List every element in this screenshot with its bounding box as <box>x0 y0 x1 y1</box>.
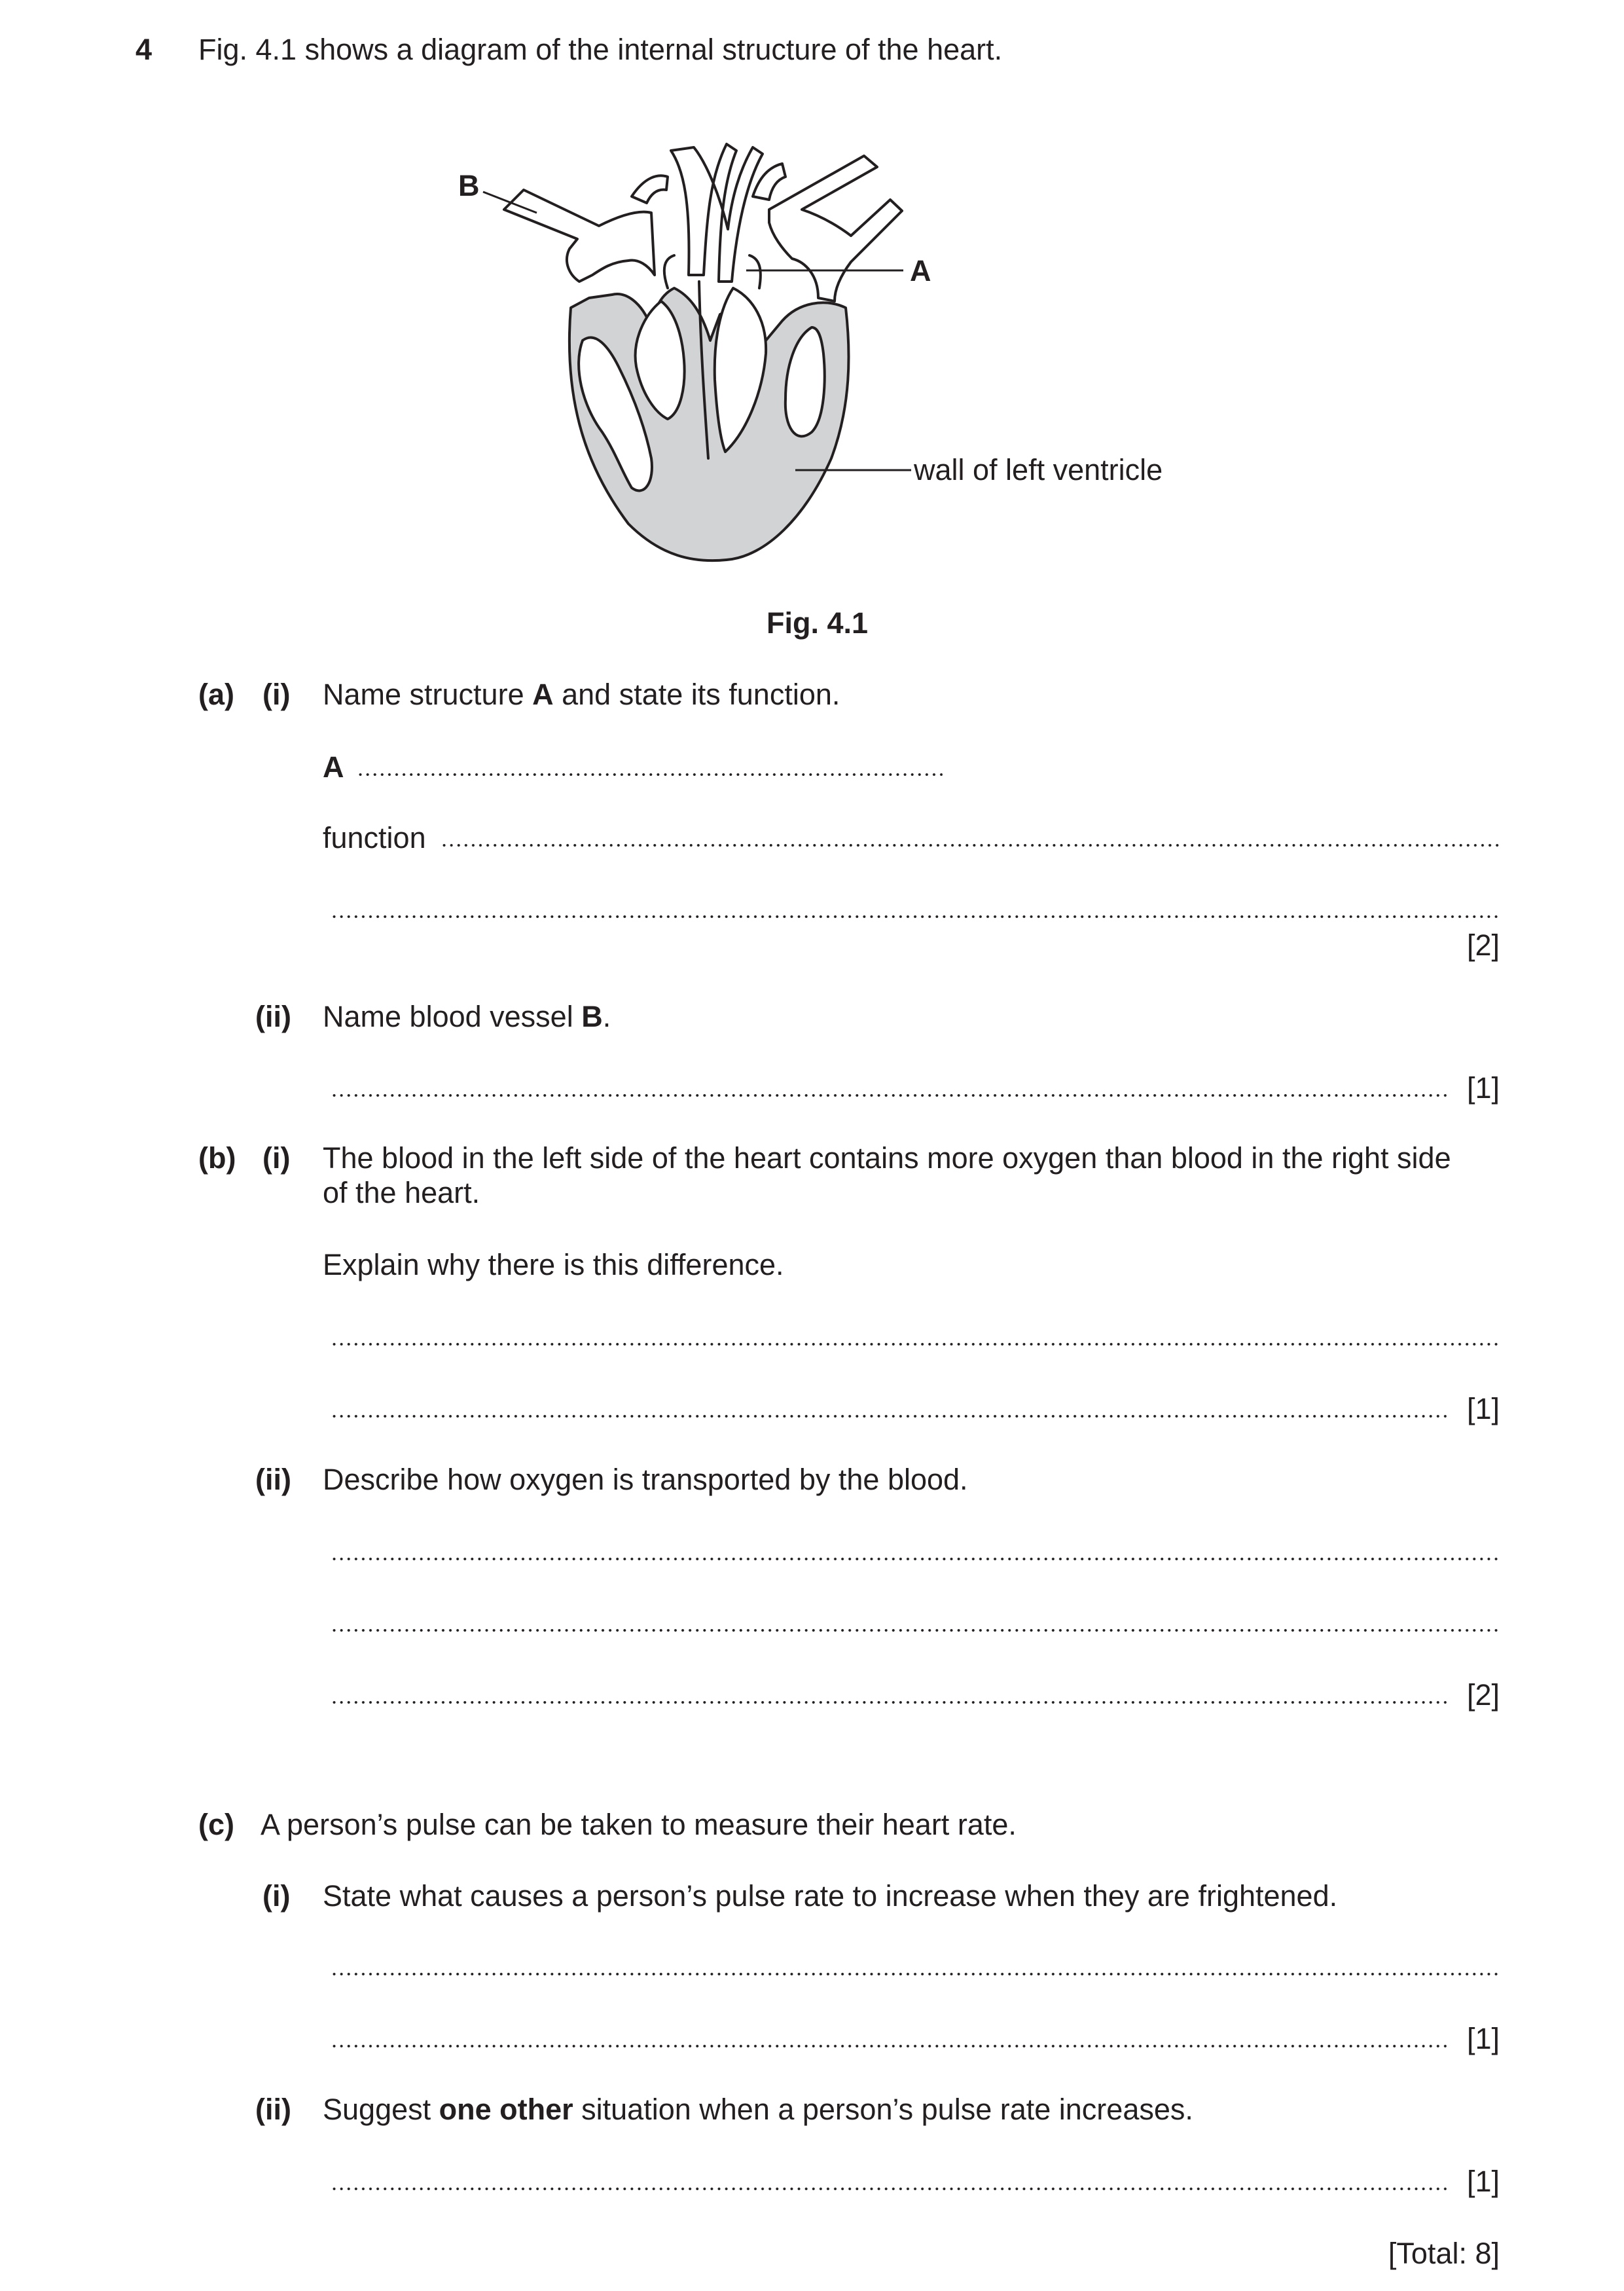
label-a: A <box>910 254 931 287</box>
valve-right <box>749 255 761 288</box>
question-text: . <box>602 1000 611 1033</box>
question-text: situation when a person’s pulse rate increases. <box>573 2093 1193 2126</box>
answer-line-c-i-1[interactable] <box>331 1972 1500 1976</box>
part-c-i-question: State what causes a person’s pulse rate to increase when they are frightened. <box>323 1879 1338 1913</box>
answer-line-function[interactable] <box>441 843 1500 847</box>
question-bold: B <box>581 1000 603 1033</box>
figure-caption: Fig. 4.1 <box>767 606 869 640</box>
mark-a-i: [2] <box>1466 928 1500 962</box>
answer-line-b-ii-3[interactable] <box>331 1700 1447 1704</box>
label-b: B <box>458 169 480 202</box>
question-text: Name blood vessel <box>323 1000 582 1033</box>
mark-c-ii: [1] <box>1466 2165 1500 2198</box>
answer-line-b-ii-1[interactable] <box>331 1557 1500 1561</box>
pulmonary-artery-left <box>632 175 668 203</box>
part-a-i-question <box>323 678 840 712</box>
answer-line-c-i-2[interactable] <box>331 2044 1447 2048</box>
part-c-label: (c) <box>198 1808 234 1841</box>
part-b-i-line1: The blood in the left side of the heart contains more oxygen than blood in the right side <box>323 1141 1451 1175</box>
answer-line-b-i-2[interactable] <box>331 1414 1447 1418</box>
mark-a-ii: [1] <box>1466 1071 1500 1105</box>
part-b-label: (b) <box>198 1141 236 1175</box>
question-bold: A <box>532 678 554 711</box>
part-c-ii-label: (ii) <box>255 2093 291 2126</box>
part-b-i-line2: of the heart. <box>323 1176 480 1209</box>
part-b-ii-question: Describe how oxygen is transported by the blood. <box>323 1463 968 1496</box>
answer-line-a-ii[interactable] <box>331 1093 1447 1097</box>
question-text: Suggest <box>323 2093 439 2126</box>
answer-function-label: function <box>323 821 426 854</box>
question-number: 4 <box>135 33 153 66</box>
part-b-ii-label: (ii) <box>255 1463 291 1496</box>
mark-b-ii: [2] <box>1466 1678 1500 1712</box>
part-a-ii-label: (ii) <box>255 1000 291 1033</box>
label-wall-left-ventricle: wall of left ventricle <box>914 453 1163 486</box>
mark-b-i: [1] <box>1466 1392 1500 1425</box>
question-text: and state its function. <box>553 678 840 711</box>
pulmonary-vein <box>769 156 902 301</box>
answer-line-c-ii[interactable] <box>331 2187 1447 2191</box>
part-c-ii-question <box>323 2093 1193 2127</box>
part-c-text: A person’s pulse can be taken to measure their heart rate. <box>261 1808 1017 1841</box>
answer-line-a[interactable] <box>357 773 943 777</box>
question-intro: Fig. 4.1 shows a diagram of the internal structure of the heart. <box>198 33 1003 66</box>
answer-line-function-2[interactable] <box>331 915 1500 919</box>
answer-line-b-i-1[interactable] <box>331 1342 1500 1346</box>
question-text: Name structure <box>323 678 533 711</box>
part-a-i-label: (i) <box>262 678 291 711</box>
part-a-label: (a) <box>198 678 234 711</box>
question-bold: one other <box>439 2093 573 2126</box>
answer-line-b-ii-2[interactable] <box>331 1628 1500 1632</box>
mark-c-i: [1] <box>1466 2022 1500 2055</box>
answer-a-label: A <box>323 750 344 784</box>
part-a-ii-question <box>323 1000 611 1034</box>
part-c-i-label: (i) <box>262 1879 291 1913</box>
part-b-i-label: (i) <box>262 1141 291 1175</box>
aorta <box>671 144 763 282</box>
part-b-i-prompt: Explain why there is this difference. <box>323 1248 784 1281</box>
vessel-b <box>504 190 655 282</box>
valve-left <box>664 255 674 288</box>
total-marks: [Total: 8] <box>1388 2237 1500 2270</box>
pulmonary-artery-right <box>753 164 785 200</box>
